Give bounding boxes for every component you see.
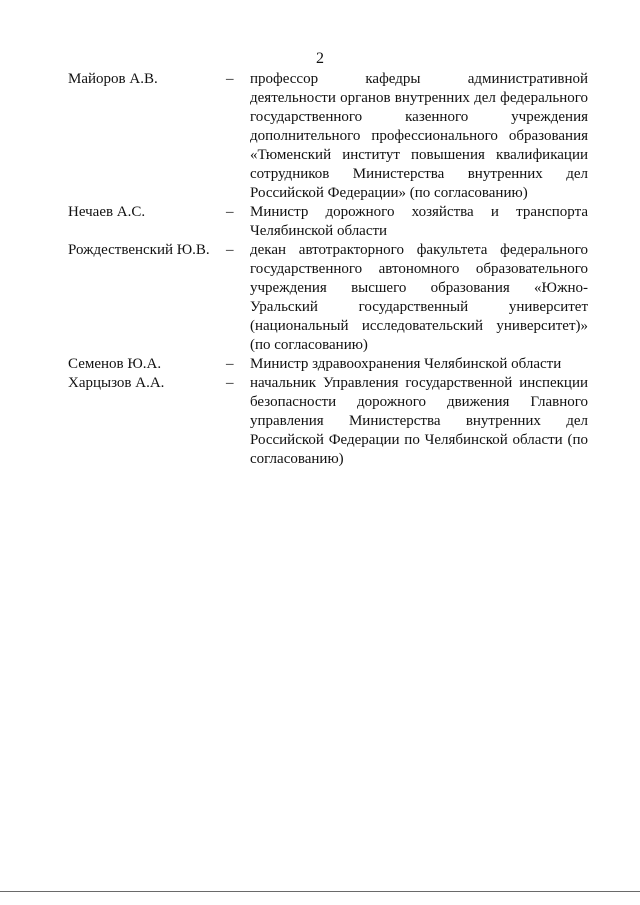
member-position: Министр здравоохранения Челябинской области [250, 356, 562, 372]
member-entry [68, 355, 588, 374]
member-position: декан автотракторного факультета федерального государственного автономного образовательного учреждения высшего образования «Южно-Уральский государственный университет (национальный исследовательский университет)» (по согласованию) [250, 242, 588, 353]
member-name: Майоров А.В. [68, 71, 158, 87]
member-entry [68, 203, 588, 241]
member-name: Семенов Ю.А. [68, 356, 162, 372]
member-position: профессор кафедры административной деятельности органов внутренних дел федерального государственного казенного учреждения дополнительного профессионального образования «Тюменский институт повышения квалификации сотрудников Министерства внутренних дел Российской Федерации» (по согласованию) [250, 71, 588, 201]
member-entry [68, 70, 588, 203]
member-position: начальник Управления государственной инспекции безопасности дорожного движения Главного управления Министерства внутренних дел Российской Федерации по Челябинской области (по согласованию) [250, 375, 588, 467]
dash-separator: – [226, 375, 234, 391]
member-position: Министр дорожного хозяйства и транспорта Челябинской области [250, 204, 588, 239]
member-entry [68, 374, 588, 469]
dash-separator: – [226, 242, 234, 258]
commission-member-list [68, 70, 588, 469]
page-number: 2 [316, 50, 324, 67]
dash-separator: – [226, 71, 234, 87]
member-name: Нечаев А.С. [68, 204, 146, 220]
member-entry [68, 241, 588, 355]
dash-separator: – [226, 356, 234, 372]
member-name: Харцызов А.А. [68, 375, 165, 391]
member-name: Рождественский Ю.В. [68, 242, 210, 258]
footer-rule [0, 891, 640, 892]
dash-separator: – [226, 204, 234, 220]
